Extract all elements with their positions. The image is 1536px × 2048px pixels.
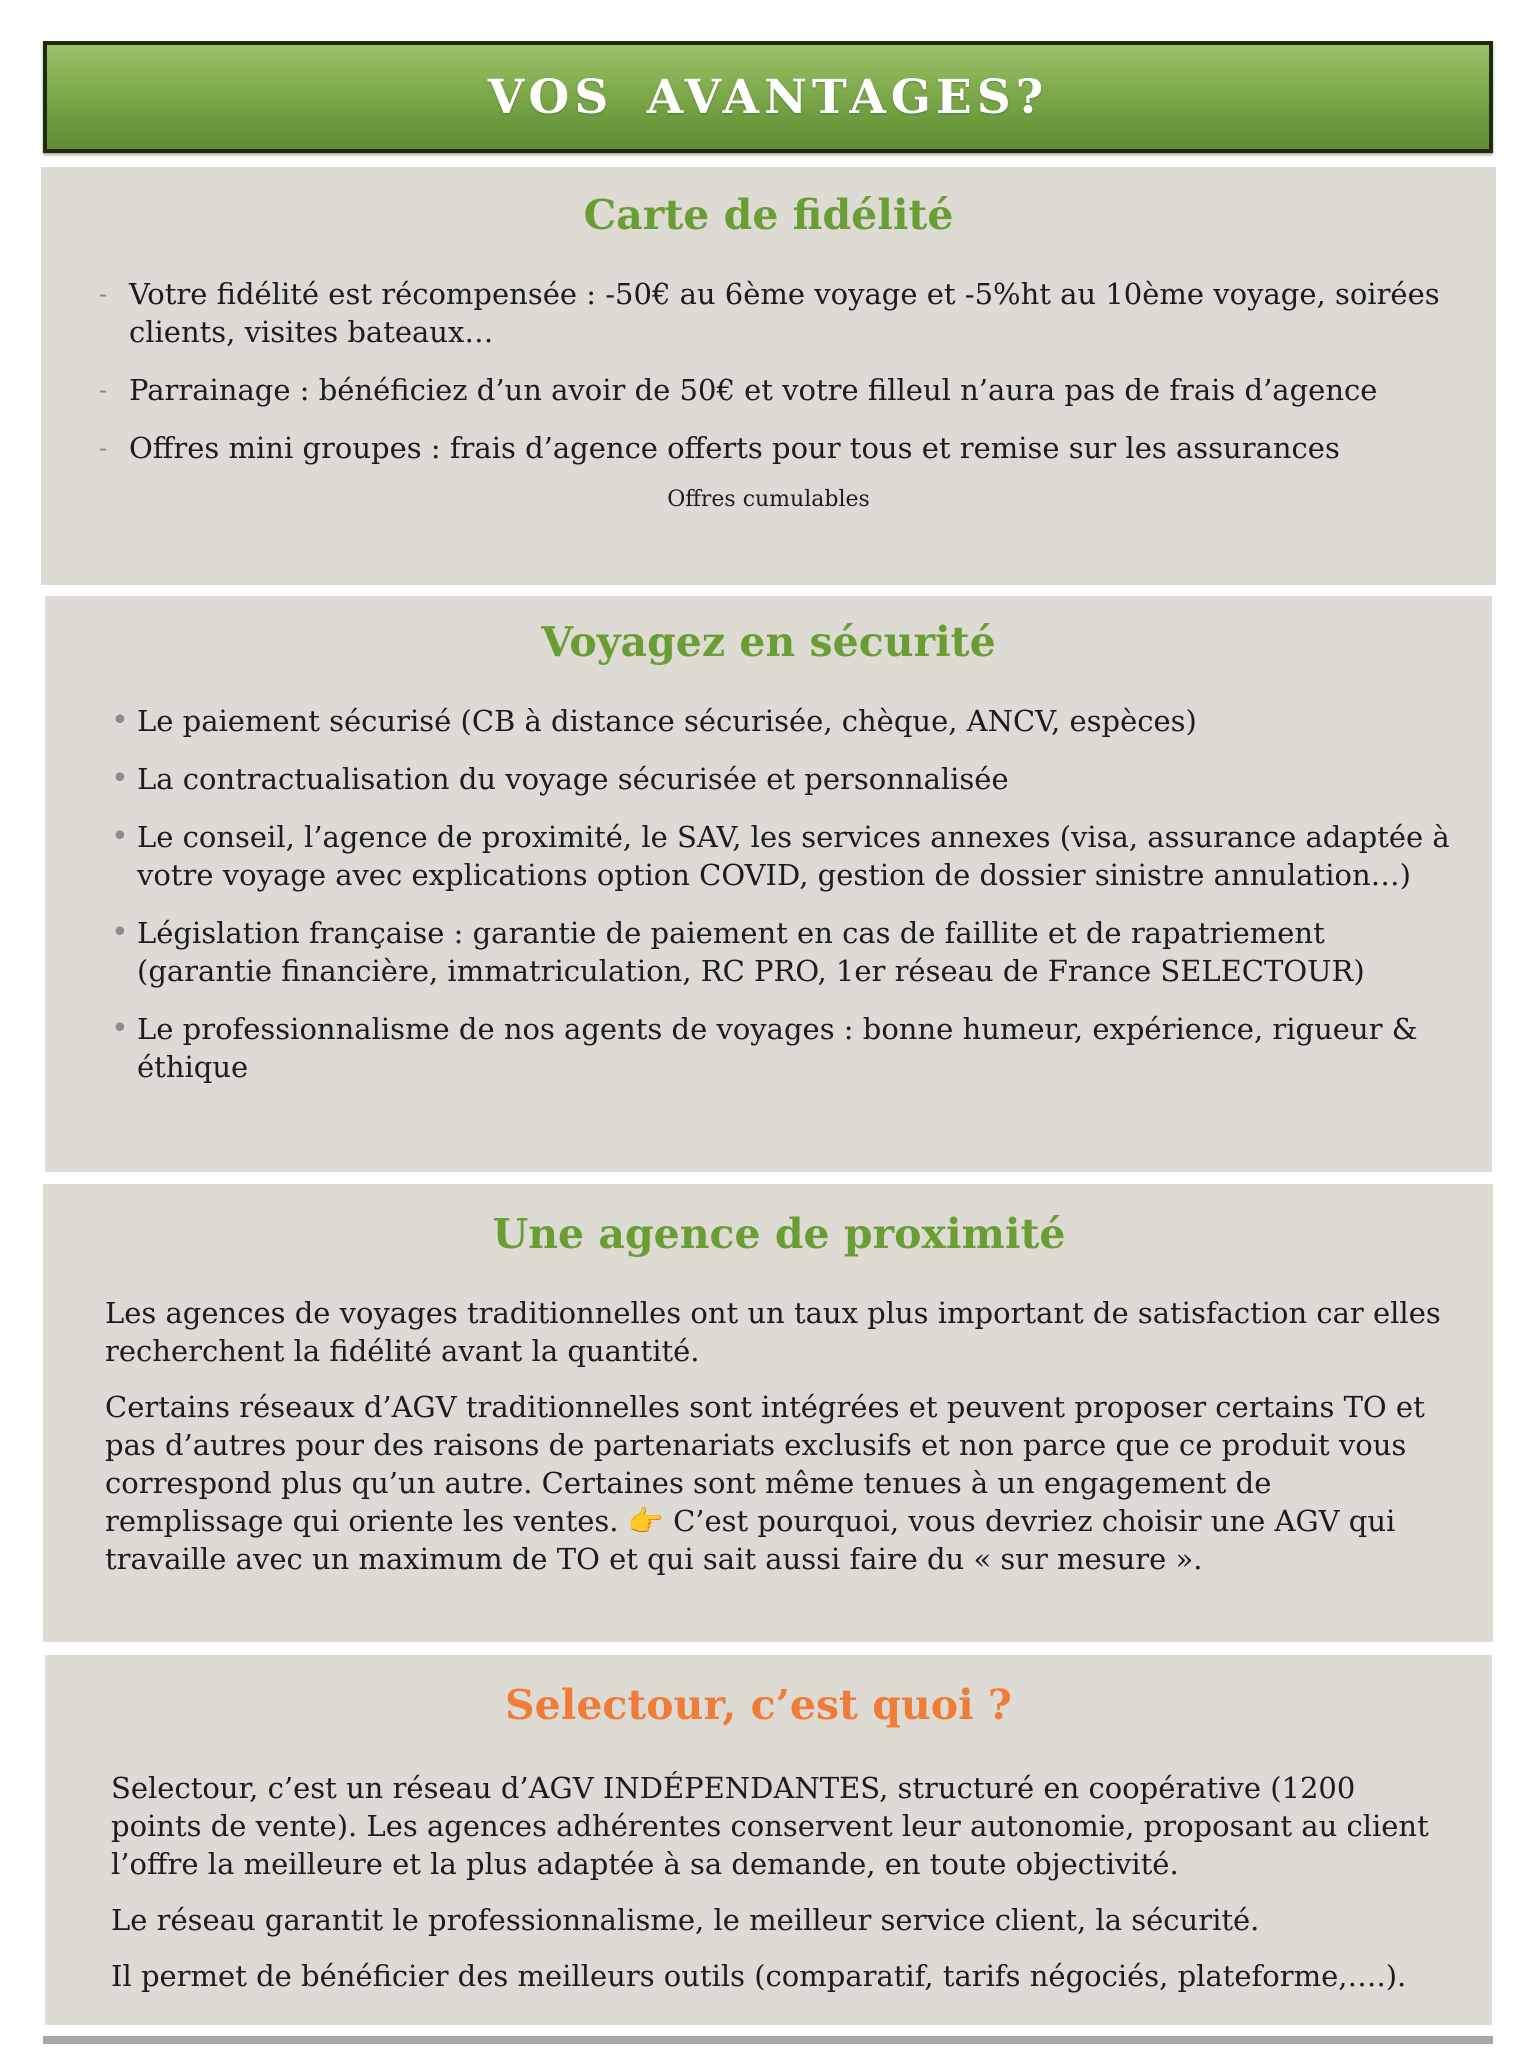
section-proximite bbox=[43, 1184, 1493, 1642]
section-selectour bbox=[45, 1655, 1492, 2025]
selectour-body bbox=[65, 1769, 1452, 1995]
list-item: - Parrainage : bénéficiez d’un avoir de 50€ et votre filleul n’aura pas de frais d’agence bbox=[81, 371, 1456, 409]
section-title-proximite: Une agence de proximité bbox=[492, 1210, 1066, 1258]
section-title-selectour: Selectour, c’est quoi ? bbox=[505, 1681, 1012, 1729]
paragraph: Il permet de bénéficier des meilleurs outils (comparatif, tarifs négociés, plateforme,….). bbox=[111, 1959, 1407, 1993]
paragraph: Le réseau garantit le professionnalisme, le meilleur service client, la sécurité. bbox=[111, 1903, 1260, 1937]
section-fidelite bbox=[41, 167, 1496, 585]
list-item: - Offres mini groupes : frais d’agence offerts pour tous et remise sur les assurances bbox=[81, 429, 1456, 467]
fidelite-note: Offres cumulables bbox=[667, 487, 870, 512]
proximite-body bbox=[105, 1294, 1453, 1578]
list-item: • Le professionnalisme de nos agents de voyages : bonne humeur, expérience, rigueur & éthique bbox=[85, 1010, 1452, 1086]
paragraph: Selectour, c’est un réseau d’AGV INDÉPENDANTES, structuré en coopérative (1200 points de vente). Les agences adhérentes conservent leur autonomie, proposant au client l’offre la meilleure et la plus adaptée à sa demande, en toute objectivité. bbox=[111, 1771, 1429, 1881]
securite-list bbox=[85, 702, 1452, 1086]
list-item: • La contractualisation du voyage sécurisée et personnalisée bbox=[85, 760, 1452, 798]
section-securite bbox=[45, 596, 1492, 1172]
list-item: • Le paiement sécurisé (CB à distance sécurisée, chèque, ANCV, espèces) bbox=[85, 702, 1452, 740]
section-title-fidelite: Carte de fidélité bbox=[583, 191, 954, 239]
section-title-securite: Voyagez en sécurité bbox=[541, 618, 996, 666]
banner-title: VOS AVANTAGES? bbox=[487, 69, 1049, 125]
list-item: - Votre fidélité est récompensée : -50€ au 6ème voyage et -5%ht au 10ème voyage, soirées clients, visites bateaux… bbox=[81, 275, 1456, 351]
bottom-divider bbox=[43, 2036, 1493, 2044]
header-banner bbox=[43, 41, 1493, 153]
paragraph: Les agences de voyages traditionnelles ont un taux plus important de satisfaction car elles recherchent la fidélité avant la quantité. bbox=[105, 1296, 1441, 1368]
fidelite-list bbox=[81, 275, 1456, 467]
paragraph: Certains réseaux d’AGV traditionnelles sont intégrées et peuvent proposer certains TO et pas d’autres pour des raisons de partenariats exclusifs et non parce que ce produit vous correspond plus qu’un autre. Certaines sont même tenues à un engagement de remplissage qui oriente les ventes. 👉 C’est pourquoi, vous devriez choisir une AGV qui travaille avec un maximum de TO et qui sait aussi faire du « sur mesure ». bbox=[105, 1390, 1425, 1576]
list-item: • Le conseil, l’agence de proximité, le SAV, les services annexes (visa, assurance adaptée à votre voyage avec explications option COVID, gestion de dossier sinistre annulation…) bbox=[85, 818, 1452, 894]
list-item: • Législation française : garantie de paiement en cas de faillite et de rapatriement (garantie financière, immatriculation, RC PRO, 1er réseau de France SELECTOUR) bbox=[85, 914, 1452, 990]
